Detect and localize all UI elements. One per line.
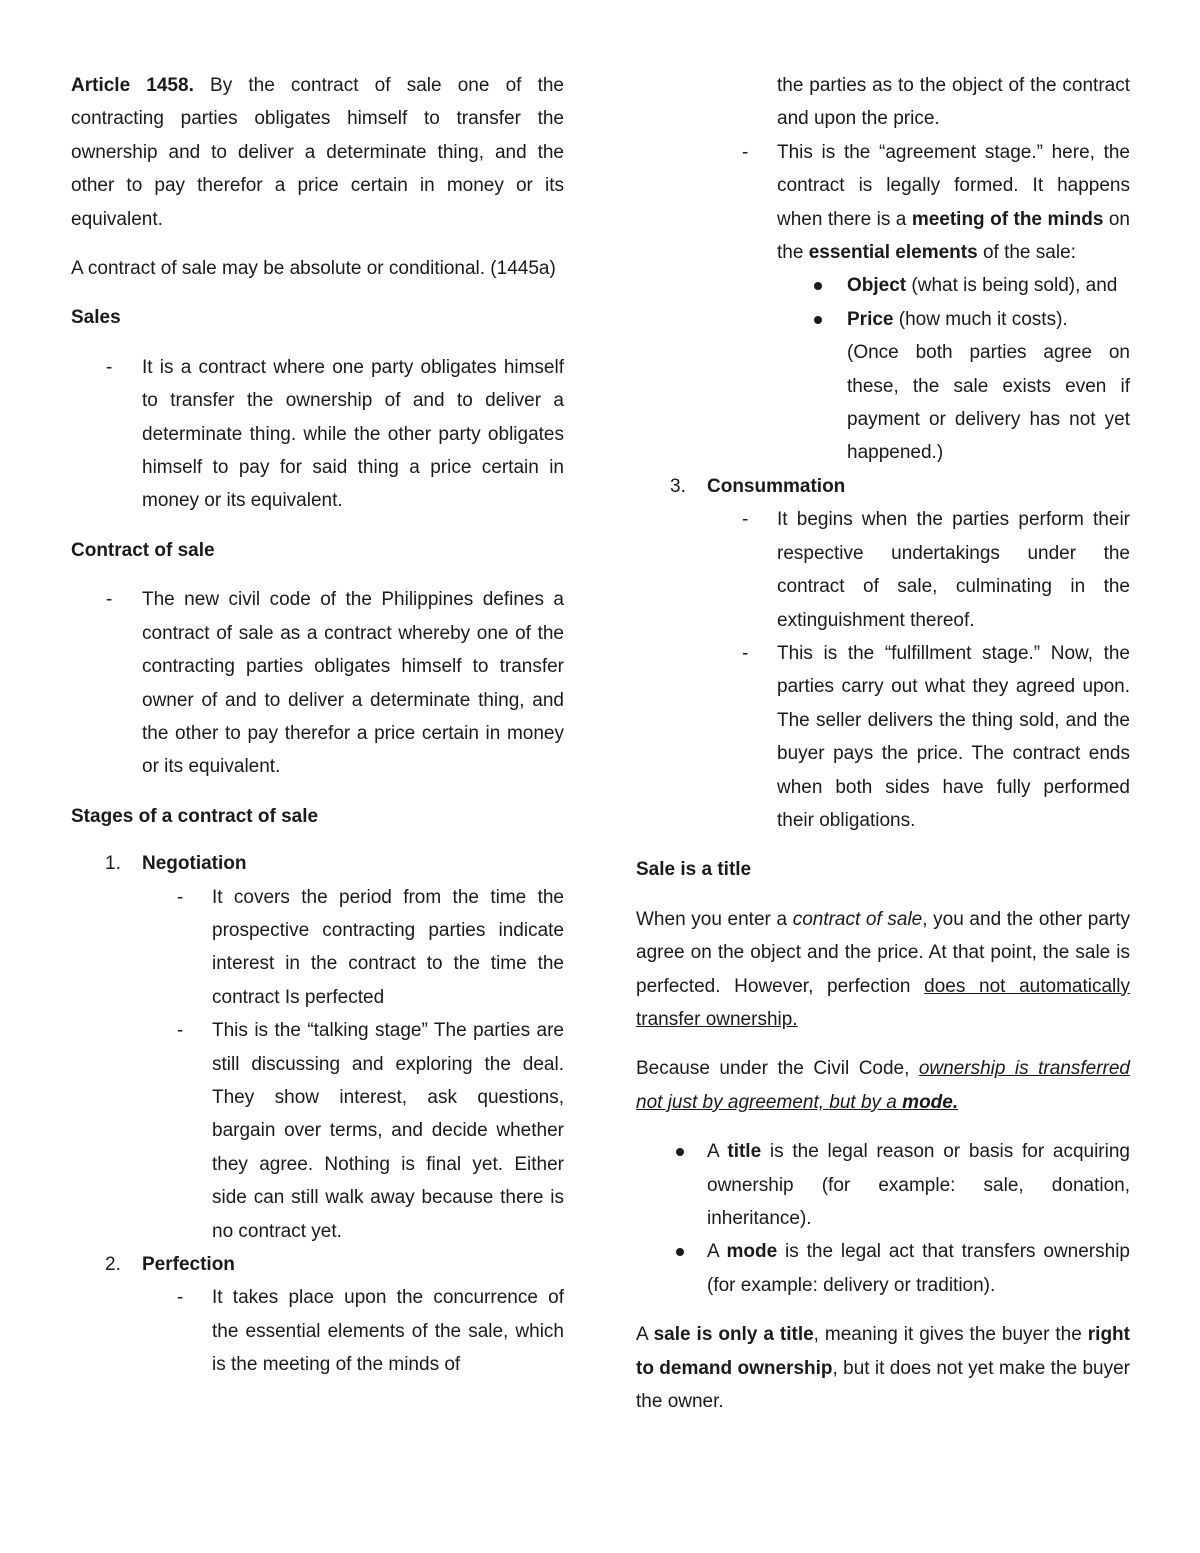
stage-1-label: Negotiation	[142, 853, 247, 875]
stage-2-item-continued: the parties as to the object of the contract and upon the price.	[777, 75, 1130, 130]
stage-2-number: 2.	[105, 1254, 121, 1275]
stage-3-item: - It begins when the parties perform their respective undertakings under the contract of sale, culminating in the extinguishment thereof.	[636, 503, 1130, 637]
of-the-sale: of the sale:	[977, 242, 1076, 264]
price-text: (how much it costs).	[893, 308, 1068, 330]
essential-elements: essential elements	[808, 242, 978, 264]
agreement-on: on the	[777, 208, 1130, 264]
object-label: Object	[847, 275, 907, 297]
title-bullets	[636, 1135, 1130, 1302]
para3-e: , but it does not yet make the buyer the owner.	[636, 1357, 1130, 1413]
stage-3-label: Consummation	[707, 475, 846, 497]
price-label: Price	[847, 308, 894, 330]
contract-list	[71, 583, 564, 783]
contract-heading: Contract of sale	[71, 539, 215, 561]
bullet1-b: title	[727, 1141, 762, 1163]
stage-1-number: 1.	[105, 853, 121, 875]
para1-a: When you enter a	[636, 908, 793, 930]
bullet2-b: mode	[726, 1241, 778, 1263]
stage-1-item: - This is the “talking stage” The parties are still discussing and exploring the deal. They show interest, ask questions, bargain over terms, and decide whether they agree. Nothing is final yet. Either side can still walk away because there is no contract yet.	[71, 1014, 564, 1248]
para3-c: , meaning it gives the buyer the	[813, 1324, 1088, 1346]
para3-d: right to demand ownership	[636, 1324, 1130, 1379]
stage-2-title	[71, 1248, 564, 1281]
stage-3-item: - This is the “fulfillment stage.” Now, the parties carry out what they agreed upon. The seller delivers the thing sold, and the buyer pays the price. The contract ends when both sides have fully performed their obligations.	[636, 637, 1130, 837]
para1-d: does not automatically transfer ownership.	[636, 975, 1130, 1030]
stage-1-item: - It covers the period from the time the prospective contracting parties indicate interest in the contract to the time the contract Is perfected	[71, 881, 564, 1015]
absolute-paragraph: A contract of sale may be absolute or conditional. (1445a)	[71, 258, 556, 280]
stage-1-title	[71, 847, 564, 880]
bullet1-a: A	[707, 1141, 728, 1163]
article-text: By the contract of sale one of the contracting parties obligates himself to transfer the ownership and to deliver a determinate thing, and the other to pay therefor a price certain in money or its equivalent.	[71, 75, 565, 230]
sales-item: - It is a contract where one party obligates himself to transfer the ownership of and to deliver a determinate thing. while the other party obligates himself to pay for said thing a price certain in money or its equivalent.	[71, 351, 564, 518]
mode-bullet	[636, 1235, 1130, 1302]
bullet2-a: A	[707, 1241, 727, 1263]
stage-2-label: Perfection	[142, 1254, 235, 1275]
stages-heading: Stages of a contract of sale	[71, 805, 319, 827]
object-bullet	[636, 269, 1130, 302]
article-label: Article 1458.	[71, 75, 194, 96]
meeting-of-minds: meeting of the minds	[911, 208, 1104, 230]
sales-list	[71, 351, 564, 518]
stage-2-list	[71, 1281, 564, 1381]
para2-c: mode.	[902, 1091, 959, 1113]
title-paragraph-1	[636, 903, 1130, 1037]
bullet2-c: is the legal act that transfers ownership (for example: delivery or tradition).	[707, 1241, 1130, 1296]
para2-b: ownership is transferred not just by agreement, but by a	[636, 1058, 1130, 1113]
left-column	[71, 69, 564, 1382]
title-paragraph-3	[636, 1318, 1130, 1418]
stage-2-item	[636, 136, 1130, 270]
stage-3-list	[636, 503, 1130, 837]
para3-a: A	[636, 1324, 654, 1346]
title-paragraph-2	[636, 1052, 1130, 1119]
stage-1-list	[71, 881, 564, 1248]
para1-c: , you and the other party agree on the object and the price. At that point, the sale is perfected. However, perfection	[636, 908, 1130, 997]
para3-b: sale is only a title	[653, 1324, 814, 1346]
object-text: (what is being sold), and	[906, 275, 1118, 297]
stage-2-list-continued	[636, 136, 1130, 270]
contract-item: - The new civil code of the Philippines defines a contract of sale as a contract whereby one of the contracting parties obligates himself to transfer owner of and to deliver a determinate thing, and the other to pay therefor a price certain in money or its equivalent.	[71, 583, 564, 783]
article-paragraph	[71, 69, 564, 236]
bullet1-c: is the legal reason or basis for acquiring ownership (for example: sale, donation, inheritance).	[707, 1141, 1130, 1229]
stage-3-number: 3.	[670, 475, 686, 497]
title-bullet	[636, 1135, 1130, 1235]
para2-a: Because under the Civil Code,	[636, 1058, 919, 1080]
stage-2-note: (Once both parties agree on these, the sale exists even if payment or delivery has not yet happened.)	[847, 342, 1130, 464]
stage-2-item: - It takes place upon the concurrence of the essential elements of the sale, which is the meeting of the minds of	[71, 1281, 564, 1381]
right-column	[636, 69, 1130, 1418]
price-bullet	[636, 303, 1130, 336]
sales-heading: Sales	[71, 307, 121, 329]
para1-b: contract of sale	[792, 908, 923, 930]
title-heading: Sale is a title	[636, 859, 752, 881]
stage-3-title	[636, 470, 1130, 503]
agreement-text: This is the “agreement stage.” here, the contract is legally formed. It happens when there is a	[777, 141, 1130, 230]
